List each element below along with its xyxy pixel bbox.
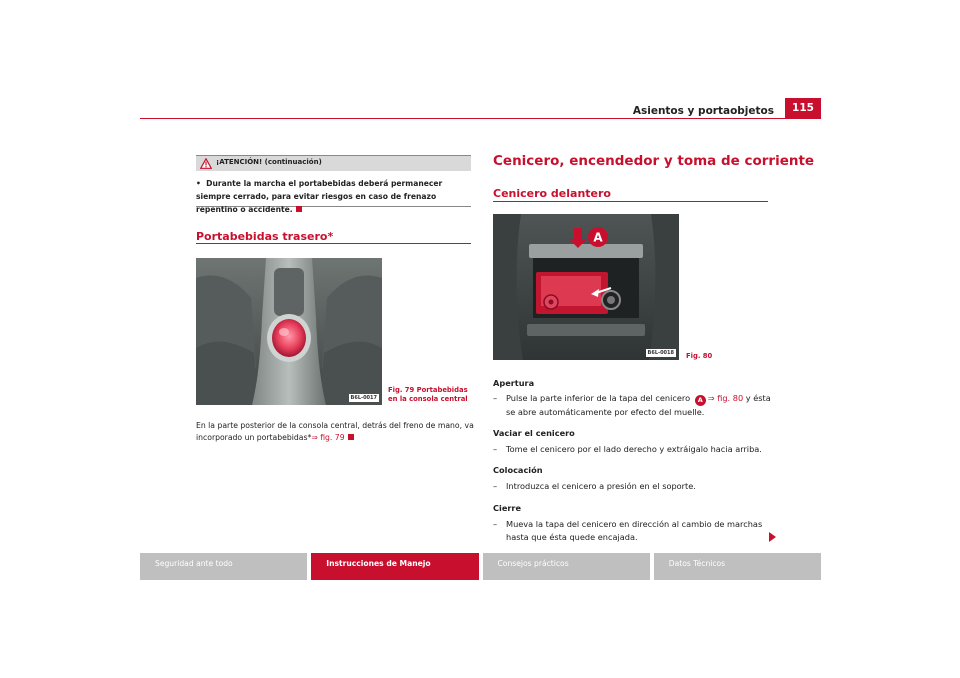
rear-cupholder-illustration [196, 258, 382, 405]
dash-icon: – [493, 444, 498, 454]
warning-header [196, 156, 471, 171]
footer-tab-datos[interactable]: Datos Técnicos [654, 553, 821, 580]
page-title: Cenicero, encendedor y toma de corriente [493, 153, 815, 169]
end-of-section-icon [348, 434, 354, 440]
section-title-rear-cupholder: Portabebidas trasero* [196, 230, 334, 243]
front-ashtray-photo [493, 214, 679, 360]
figure-link-79[interactable]: ⇒ fig. 79 [311, 432, 345, 442]
footer-tab-consejos[interactable]: Consejos prácticos [483, 553, 650, 580]
step-heading-apertura: Apertura [493, 378, 535, 388]
callout-a-icon: A [695, 395, 706, 406]
step-heading-vaciar: Vaciar el cenicero [493, 428, 575, 438]
step-apertura: – Pulse la parte inferior de la tapa del cenicero A ⇒ fig. 80 y ésta se abre automáticamente por efecto del muelle. [493, 393, 771, 417]
rear-cupholder-paragraph: En la parte posterior de la consola central, detrás del freno de mano, va incorporado un portabebidas*⇒ fig. 79 [196, 421, 474, 442]
running-header-title: Asientos y portaobjetos [632, 105, 774, 117]
photo-code: B6L-0017 [350, 395, 377, 401]
dash-icon: – [493, 519, 498, 529]
next-page-arrow-icon[interactable] [769, 532, 776, 542]
section-rule [493, 201, 768, 202]
figure-caption-79: Fig. 79 Portabebidas en la consola central [388, 386, 468, 403]
step-vaciar: – Tome el cenicero por el lado derecho y extráigalo hacia arriba. [493, 444, 762, 454]
step-heading-cierre: Cierre [493, 503, 521, 513]
footer-tab-seguridad[interactable]: Seguridad ante todo [140, 553, 307, 580]
dash-icon: – [493, 393, 498, 403]
section-title-front-ashtray: Cenicero delantero [493, 187, 611, 200]
photo-label-a: A [593, 230, 603, 245]
dash-icon: – [493, 481, 498, 491]
footer-tab-instrucciones[interactable]: Instrucciones de Manejo [311, 553, 478, 580]
end-of-section-icon [296, 206, 302, 212]
warning-heading: ¡ATENCIÓN! (continuación) [216, 158, 322, 166]
figure-caption-80: Fig. 80 [686, 352, 713, 360]
warning-body: Durante la marcha el portabebidas deberá permanecer siempre cerrado, para evitar riesgos en caso de frenazo repentino o accidente. [196, 179, 443, 214]
warning-triangle-icon [200, 158, 212, 169]
step-heading-colocacion: Colocación [493, 465, 543, 475]
section-rule [196, 243, 471, 244]
warning-box [196, 155, 471, 214]
step-colocacion: – Introduzca el cenicero a presión en el soporte. [493, 481, 696, 491]
bullet-icon: • [196, 179, 201, 188]
step-cierre: – Mueva la tapa del cenicero en dirección al cambio de marchas hasta que ésta quede encajada. [493, 519, 763, 542]
warning-text [196, 177, 466, 216]
figure-link-80[interactable]: ⇒ fig. 80 [707, 393, 744, 403]
rear-cupholder-photo [196, 258, 382, 405]
front-ashtray-illustration [493, 214, 679, 360]
photo-code: B6L-0018 [647, 350, 674, 356]
header-rule [140, 118, 821, 119]
page-number: 115 [785, 98, 821, 118]
footer-nav [140, 553, 821, 580]
